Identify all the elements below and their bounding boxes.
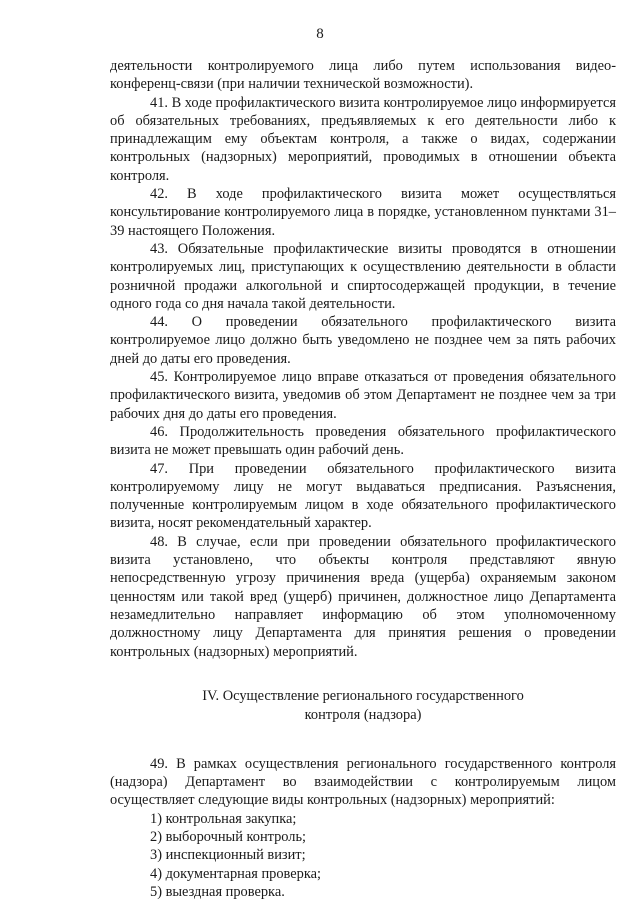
list-item: 5) выездная проверка. xyxy=(150,883,285,900)
paragraph-42: 42. В ходе профилактического визита может осуществляться консультирование контролируемого лица в порядке, установленном пунктами 31–39 настоящего Положения. xyxy=(110,186,616,239)
paragraph-46: 46. Продолжительность проведения обязательного профилактического визита не может превышать один рабочий день. xyxy=(110,423,616,459)
section-heading-line-2: контроля (надзора) xyxy=(304,706,422,723)
paragraph-49: 49. В рамках осуществления регионального государственного контроля (надзора) Департамент во взаимодействии с контролируемым лицом осуществляет следующие виды контрольных (надзорных) мероприятий: xyxy=(110,755,616,809)
list-item: 2) выборочный контроль; xyxy=(150,828,307,845)
list-item: 3) инспекционный визит; xyxy=(150,847,306,864)
paragraph-44: 44. О проведении обязательного профилактического визита контролируемое лицо должно быть уведомлено не позднее чем за пять рабочих дней до даты его проведения. xyxy=(110,314,616,367)
page-number: 8 xyxy=(316,26,324,42)
paragraph-43: 43. Обязательные профилактические визиты проводятся в отношении контролируемых лиц, приступающих к осуществлению деятельности в области розничной продажи алкогольной и спиртосодержащей продукции, в течение одного года со дня начала такой деятельности. xyxy=(110,240,616,312)
paragraph-41: 41. В ходе профилактического визита контролируемое лицо информируется об обязательных требованиях, предъявляемых к его деятельности либо к принадлежащим ему объектам контроля, а также о видах, содержании контрольных (надзорных) мероприятий, проводимых в отношении объекта контроля. xyxy=(110,94,617,184)
paragraph-45: 45. Контролируемое лицо вправе отказаться от проведения обязательного профилактического визита, уведомив об этом Департамент не позднее чем за три рабочих дня до даты его проведения. xyxy=(110,369,616,422)
document-body xyxy=(110,57,616,901)
paragraph-48: 48. В случае, если при проведении обязательного профилактического визита установлено, что объекты контроля представляют явную непосредственную угрозу причинения вреда (ущерба) охраняемым законом ценностям или такой вред (ущерб) причинен, должностное лицо Департамента незамедлительно направляет информацию об этом уполномоченному должностному лицу Департамента для принятия решения о проведении контрольных (надзорных) мероприятий. xyxy=(110,533,616,660)
paragraph-47: 47. При проведении обязательного профилактического визита контролируемому лицу не могут выдаваться предписания. Разъяснения, полученные контролируемым лицом в ходе обязательного профилактического визита, носят рекомендательный характер. xyxy=(110,460,616,532)
section-heading-line-1: IV. Осуществление регионального государственного xyxy=(202,687,524,704)
list-item: 1) контрольная закупка; xyxy=(150,810,297,827)
section-heading xyxy=(110,687,616,725)
intro-paragraph: деятельности контролируемого лица либо путем использования видео-конференц-связи (при наличии технической возможности). xyxy=(110,58,616,93)
measures-list xyxy=(110,810,616,901)
list-item: 4) документарная проверка; xyxy=(150,865,321,882)
